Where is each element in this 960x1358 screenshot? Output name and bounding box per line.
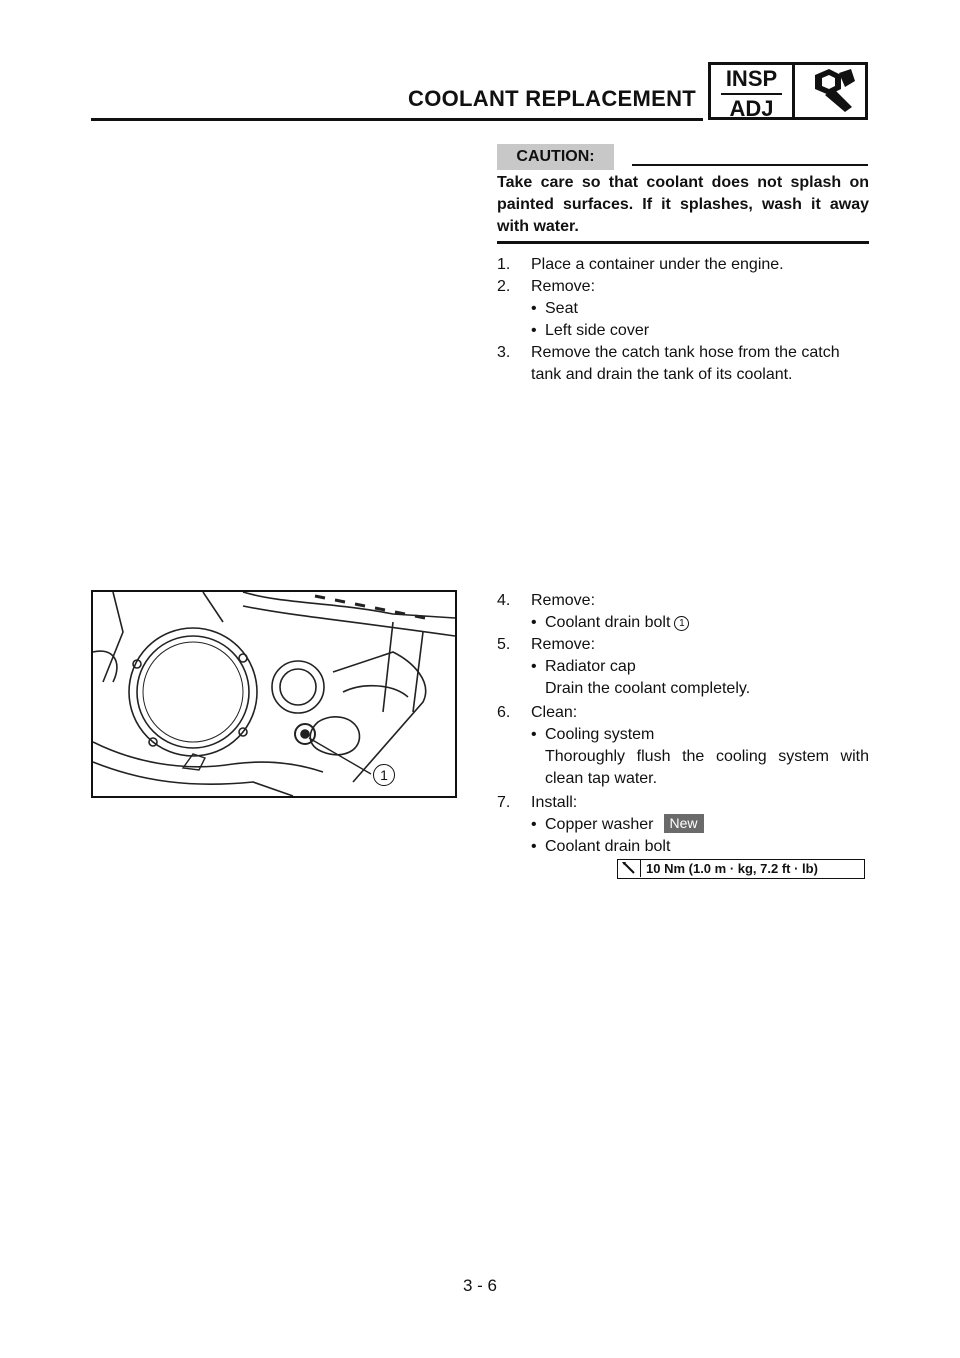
- torque-spec-box: [617, 859, 865, 879]
- callout-1: 1: [373, 764, 395, 786]
- bullet-copper-washer: • Copper washer New: [545, 814, 704, 836]
- header-rule: [91, 118, 703, 121]
- bullet-left-side-cover: • Left side cover: [545, 320, 649, 342]
- insp-adj-badge: [708, 62, 868, 120]
- page-number: 3 - 6: [462, 1276, 498, 1295]
- step-6-note-line2: clean tap water.: [545, 770, 658, 787]
- caution-text: Take care so that coolant does not splash on painted surfaces. If it splashes, wash it away with water.: [497, 174, 869, 235]
- caution-bottom-rule: [497, 241, 869, 244]
- bullet-radiator-cap: • Radiator cap: [545, 656, 636, 678]
- caution-rule: [632, 164, 868, 166]
- page-title: COOLANT REPLACEMENT: [408, 86, 697, 111]
- bullet-coolant-drain-bolt-install: • Coolant drain bolt: [545, 836, 670, 858]
- step-6-note-line1: Thoroughly flush the cooling system with: [545, 748, 869, 765]
- engine-figure: [91, 590, 457, 798]
- bullet-seat: • Seat: [545, 298, 578, 320]
- torque-value: 10 Nm (1.0 m · kg, 7.2 ft · lb): [646, 861, 818, 876]
- wrench-nut-icon: [795, 65, 865, 117]
- bullet-coolant-drain-bolt: • Coolant drain bolt 1: [545, 612, 689, 634]
- caution-label: CAUTION:: [497, 144, 614, 170]
- bullet-cooling-system: • Cooling system: [545, 724, 654, 746]
- callout-ref-1: 1: [674, 616, 689, 631]
- step-3-continued: tank and drain the tank of its coolant.: [531, 366, 793, 383]
- wrench-icon: [618, 860, 641, 877]
- badge-bottom-label: ADJ: [729, 96, 774, 121]
- step-5-note: Drain the coolant completely.: [545, 680, 751, 697]
- new-badge: New: [664, 814, 704, 833]
- badge-top-label: INSP: [725, 66, 778, 91]
